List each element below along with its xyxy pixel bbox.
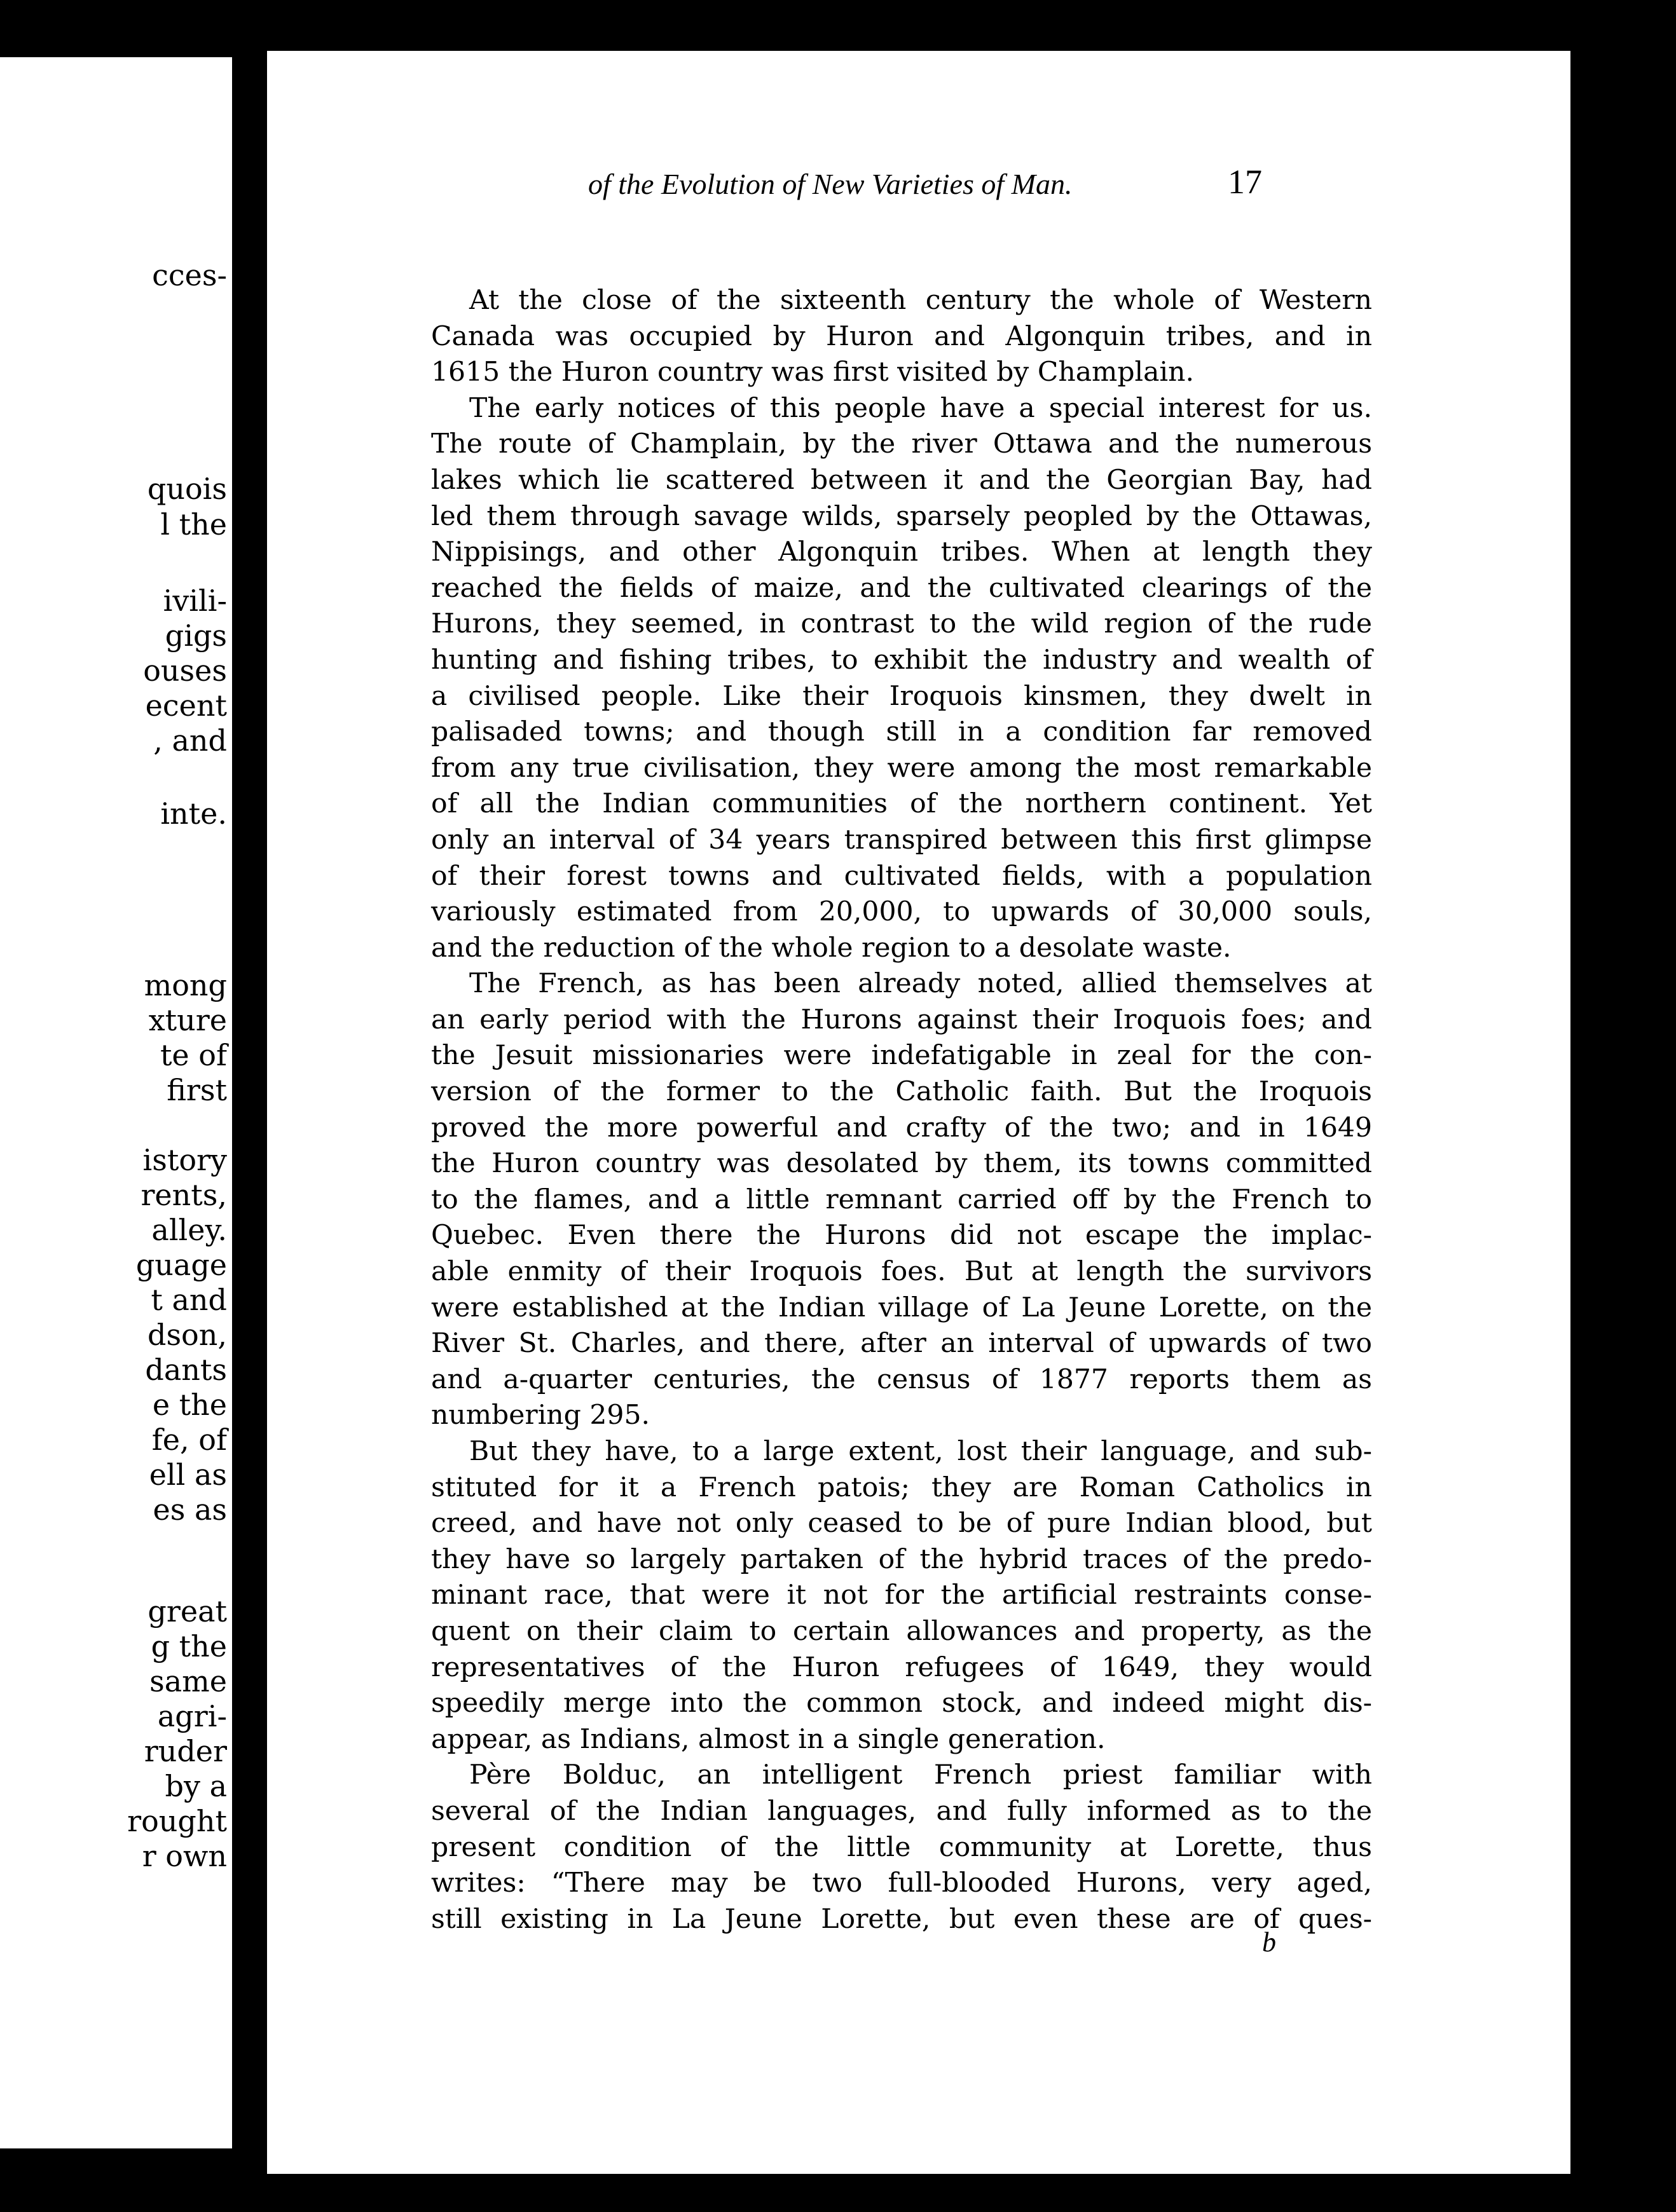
left-page-line-fragment: fe, of bbox=[151, 1423, 227, 1457]
left-page-line-fragment: dson, bbox=[148, 1318, 227, 1352]
text-line: they have so largely partaken of the hybrid traces of the predo- bbox=[431, 1543, 1372, 1575]
body-text bbox=[431, 283, 1372, 1937]
left-page-line-fragment: ecent bbox=[145, 688, 227, 723]
left-page-line-fragment: dants bbox=[145, 1353, 227, 1387]
running-head: of the Evolution of New Varieties of Man. bbox=[588, 168, 1073, 200]
text-line: representatives of the Huron refugees of 1649, they would bbox=[431, 1651, 1372, 1683]
text-line: and the reduction of the whole region to a desolate waste. bbox=[431, 932, 1232, 964]
left-page-line-fragment: first bbox=[167, 1073, 227, 1107]
left-page-line-fragment: rents, bbox=[141, 1178, 227, 1212]
left-page-line-fragment: by a bbox=[165, 1769, 227, 1803]
paragraph bbox=[431, 1434, 1372, 1758]
text-line: speedily merge into the common stock, and indeed might dis- bbox=[431, 1688, 1372, 1719]
text-line: present condition of the little community at Lorette, thus bbox=[431, 1831, 1372, 1863]
paragraph bbox=[431, 1758, 1372, 1937]
text-line: proved the more powerful and crafty of the two; and in 1649 bbox=[431, 1112, 1372, 1144]
text-line: Père Bolduc, an intelligent French priest familiar with bbox=[469, 1759, 1372, 1791]
left-page-line-fragment: , and bbox=[153, 723, 227, 758]
left-page-line-fragment: te of bbox=[160, 1038, 227, 1072]
text-line: several of the Indian languages, and fully informed as to the bbox=[431, 1795, 1372, 1827]
text-line: only an interval of 34 years transpired between this first glimpse bbox=[431, 824, 1372, 856]
paragraph bbox=[431, 283, 1372, 391]
left-page-line-fragment: alley. bbox=[151, 1213, 227, 1247]
text-line: still existing in La Jeune Lorette, but even these are of ques- bbox=[431, 1903, 1372, 1935]
text-line: Nippisings, and other Algonquin tribes. When at length they bbox=[431, 536, 1372, 568]
text-line: The early notices of this people have a special interest for us. bbox=[469, 392, 1372, 424]
left-page-line-fragment: t and bbox=[151, 1283, 227, 1317]
left-page-line-fragment: ruder bbox=[144, 1734, 227, 1768]
text-line: version of the former to the Catholic faith. But the Iroquois bbox=[431, 1076, 1372, 1108]
left-page-line-fragment: ivili- bbox=[163, 584, 227, 618]
left-page-line-fragment: agri- bbox=[157, 1699, 227, 1733]
text-line: minant race, that were it not for the artificial restraints conse- bbox=[431, 1580, 1372, 1611]
text-line: But they have, to a large extent, lost their language, and sub- bbox=[469, 1436, 1372, 1467]
left-page-line-fragment: gigs bbox=[165, 618, 227, 653]
left-page-line-fragment: mong bbox=[144, 968, 227, 1002]
left-page-line-fragment: quois bbox=[147, 472, 227, 506]
text-line: reached the fields of maize, and the cultivated clearings of the bbox=[431, 572, 1372, 604]
text-line: from any true civilisation, they were among the most remarkable bbox=[431, 752, 1372, 784]
text-line: able enmity of their Iroquois foes. But at length the survivors bbox=[431, 1256, 1372, 1288]
text-line: the Huron country was desolated by them, its towns committed bbox=[431, 1148, 1372, 1180]
text-line: Canada was occupied by Huron and Algonquin tribes, and in bbox=[431, 320, 1372, 352]
left-page-line-fragment: rought bbox=[127, 1804, 227, 1838]
paragraph bbox=[431, 391, 1372, 967]
text-line: were established at the Indian village of La Jeune Lorette, on the bbox=[431, 1292, 1372, 1323]
text-line: numbering 295. bbox=[431, 1400, 650, 1431]
scan-bottom-border bbox=[0, 2174, 1676, 2212]
left-page-line-fragment: great bbox=[148, 1594, 227, 1628]
left-page-line-fragment: g the bbox=[151, 1629, 227, 1663]
left-page-line-fragment: same bbox=[149, 1664, 227, 1698]
paragraph bbox=[431, 966, 1372, 1434]
text-line: Quebec. Even there the Hurons did not escape the implac- bbox=[431, 1220, 1372, 1252]
scan-right-border bbox=[1570, 51, 1676, 2212]
left-page-line-fragment: guage bbox=[135, 1248, 227, 1282]
text-line: a civilised people. Like their Iroquois kinsmen, they dwelt in bbox=[431, 680, 1372, 712]
text-line: Hurons, they seemed, in contrast to the wild region of the rude bbox=[431, 608, 1372, 640]
page-number: 17 bbox=[1228, 163, 1262, 201]
left-page-line-fragment: r own bbox=[142, 1839, 227, 1873]
text-line: quent on their claim to certain allowances and property, as the bbox=[431, 1615, 1372, 1647]
page-header bbox=[588, 163, 1262, 211]
text-line: hunting and fishing tribes, to exhibit the industry and wealth of bbox=[431, 644, 1372, 676]
left-page-line-fragment: e the bbox=[152, 1388, 227, 1422]
text-line: lakes which lie scattered between it and the Georgian Bay, had bbox=[431, 464, 1372, 496]
text-line: The route of Champlain, by the river Ottawa and the numerous bbox=[431, 428, 1372, 460]
text-line: variously estimated from 20,000, to upwards of 30,000 souls, bbox=[431, 896, 1372, 928]
text-line: led them through savage wilds, sparsely peopled by the Ottawas, bbox=[431, 500, 1372, 532]
text-line: At the close of the sixteenth century the whole of Western bbox=[469, 285, 1372, 316]
left-page-line-fragment: es as bbox=[153, 1492, 227, 1527]
text-line: River St. Charles, and there, after an interval of upwards of two bbox=[431, 1328, 1372, 1360]
left-page-line-fragment: l the bbox=[160, 507, 227, 542]
text-line: to the flames, and a little remnant carried off by the French to bbox=[431, 1184, 1372, 1215]
text-line: The French, as has been already noted, allied themselves at bbox=[469, 968, 1372, 1000]
text-line: appear, as Indians, almost in a single generation. bbox=[431, 1723, 1106, 1755]
signature-mark: b bbox=[1262, 1927, 1276, 1958]
left-page-line-fragment: inte. bbox=[160, 796, 227, 831]
text-line: of their forest towns and cultivated fields, with a population bbox=[431, 860, 1372, 892]
text-line: creed, and have not only ceased to be of pure Indian blood, but bbox=[431, 1508, 1372, 1540]
text-line: of all the Indian communities of the northern continent. Yet bbox=[431, 788, 1372, 820]
left-page-line-fragment: ell as bbox=[149, 1458, 227, 1492]
text-line: the Jesuit missionaries were indefatigable in zeal for the con- bbox=[431, 1040, 1372, 1072]
left-page-line-fragment: ouses bbox=[143, 653, 227, 688]
text-line: writes: “There may be two full-blooded Hurons, very aged, bbox=[431, 1867, 1372, 1899]
previous-page-fragment bbox=[0, 57, 232, 2148]
text-line: an early period with the Hurons against their Iroquois foes; and bbox=[431, 1004, 1372, 1035]
text-line: palisaded towns; and though still in a condition far removed bbox=[431, 716, 1372, 748]
text-line: 1615 the Huron country was first visited by Champlain. bbox=[431, 357, 1194, 388]
text-line: stituted for it a French patois; they are Roman Catholics in bbox=[431, 1471, 1372, 1503]
left-page-line-fragment: cces- bbox=[152, 258, 227, 292]
left-page-line-fragment: xture bbox=[148, 1003, 227, 1037]
left-page-line-fragment: istory bbox=[142, 1143, 227, 1177]
book-gutter bbox=[232, 38, 270, 2212]
text-line: and a-quarter centuries, the census of 1877 reports them as bbox=[431, 1363, 1372, 1395]
